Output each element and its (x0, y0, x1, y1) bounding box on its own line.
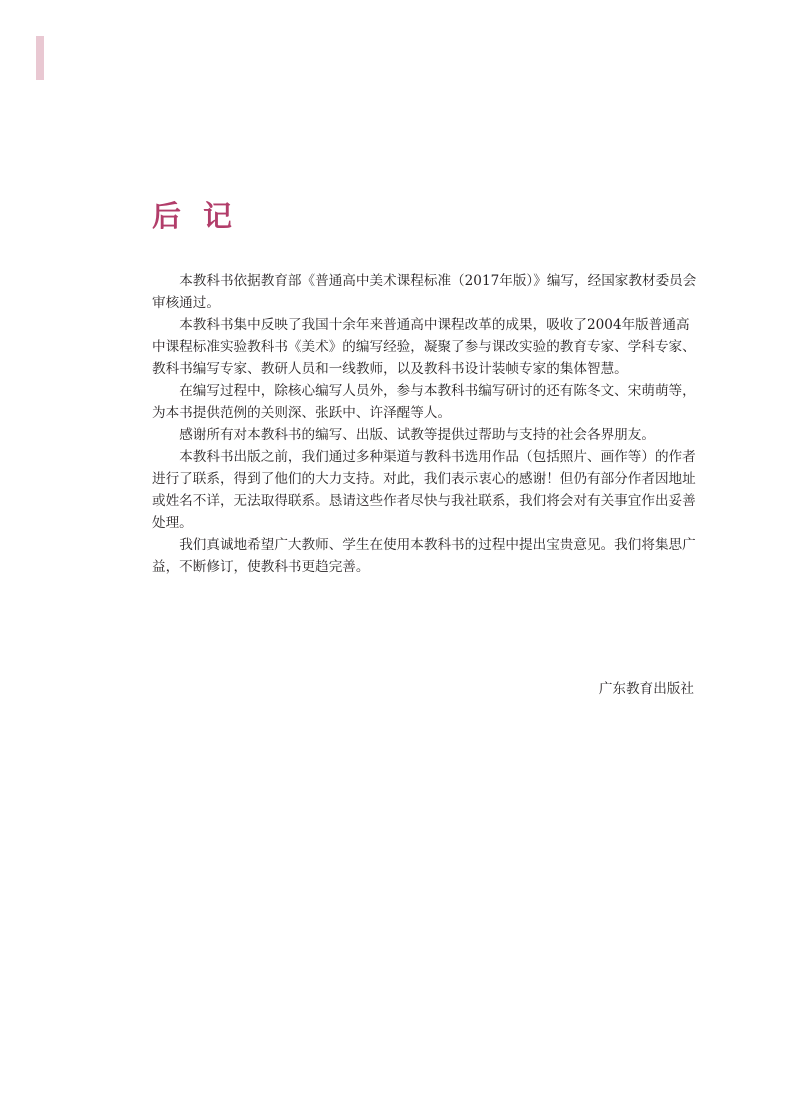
paragraph-feedback: 我们真诚地希望广大教师、学生在使用本教科书的过程中提出宝贵意见。我们将集思广益，不断修订，使教科书更趋完善。 (152, 537, 696, 575)
paragraph-contributors: 在编写过程中，除核心编写人员外，参与本教科书编写研讨的还有陈冬文、宋萌萌等，为本书提供范例的关则深、张跃中、许泽醒等人。 (152, 383, 696, 421)
corner-decoration-bar (36, 36, 44, 80)
afterword-body (152, 270, 698, 578)
paragraph-curriculum-standard: 本教科书依据教育部《普通高中美术课程标准（2017年版）》编写，经国家教材委员会审核通过。 (152, 273, 697, 311)
page-title: 后记 (152, 199, 255, 233)
paragraph-thanks: 感谢所有对本教科书的编写、出版、试教等提供过帮助与支持的社会各界朋友。 (179, 427, 655, 443)
publisher-signature: 广东教育出版社 (598, 681, 694, 697)
paragraph-reform-achievements: 本教科书集中反映了我国十余年来普通高中课程改革的成果，吸收了2004年版普通高中课程标准实验教科书《美术》的编写经验，凝聚了参与课改实验的教育专家、学科专家、教科书编写专家、教研人员和一线教师，以及教科书设计装帧专家的集体智慧。 (152, 317, 696, 377)
paragraph-copyright-contact: 本教科书出版之前，我们通过多种渠道与教科书选用作品（包括照片、画作等）的作者进行了联系，得到了他们的大力支持。对此，我们表示衷心的感谢！但仍有部分作者因地址或姓名不详，无法取得联系。恳请这些作者尽快与我社联系，我们将会对有关事宜作出妥善处理。 (152, 449, 696, 531)
